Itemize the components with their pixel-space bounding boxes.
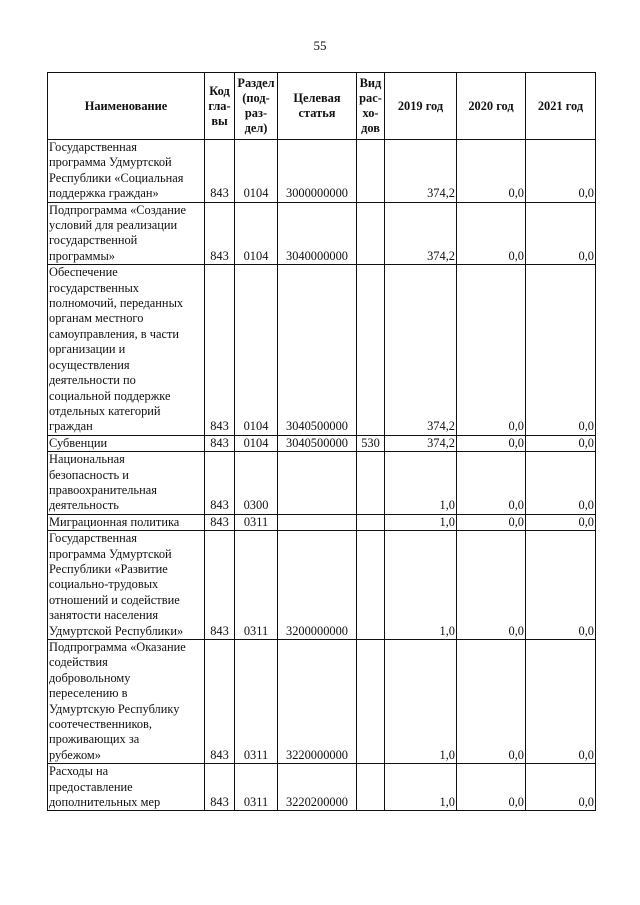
cell-name-line: рубежом» — [49, 747, 101, 762]
cell-2019: 374,2 — [385, 140, 457, 203]
cell-code: 843 — [205, 514, 235, 530]
cell-target: 3000000000 — [278, 140, 357, 203]
cell-2021: 0,0 — [526, 764, 596, 811]
cell-2021: 0,0 — [526, 452, 596, 515]
cell-type — [357, 140, 385, 203]
table-body — [48, 140, 596, 811]
cell-target: 3040000000 — [278, 202, 357, 265]
cell-type — [357, 452, 385, 515]
cell-2020: 0,0 — [457, 202, 526, 265]
cell-name-line: Субвенции — [49, 435, 108, 450]
cell-2019: 1,0 — [385, 764, 457, 811]
cell-section: 0300 — [235, 452, 278, 515]
budget-table — [47, 72, 596, 811]
cell-section: 0104 — [235, 202, 278, 265]
cell-type — [357, 202, 385, 265]
cell-2019: 1,0 — [385, 452, 457, 515]
cell-2019: 374,2 — [385, 435, 457, 451]
cell-name — [48, 531, 205, 640]
cell-name-line: организации и — [49, 342, 126, 357]
cell-2021: 0,0 — [526, 640, 596, 764]
cell-type — [357, 764, 385, 811]
cell-code: 843 — [205, 764, 235, 811]
table-row — [48, 531, 596, 640]
cell-name-line: деятельность — [49, 498, 119, 513]
cell-name — [48, 452, 205, 515]
cell-name-line: программа Удмуртской — [49, 155, 172, 170]
cell-2020: 0,0 — [457, 640, 526, 764]
cell-name-line: Государственная — [49, 140, 137, 154]
cell-section: 0104 — [235, 435, 278, 451]
cell-name-line: Национальная — [49, 452, 125, 467]
table-row — [48, 140, 596, 203]
cell-code: 843 — [205, 265, 235, 435]
cell-2020: 0,0 — [457, 531, 526, 640]
cell-name-line: правоохранительная — [49, 482, 157, 497]
cell-2021: 0,0 — [526, 514, 596, 530]
cell-name — [48, 764, 205, 811]
cell-type — [357, 265, 385, 435]
cell-name-line: Государственная — [49, 531, 137, 546]
cell-name — [48, 640, 205, 764]
cell-code: 843 — [205, 640, 235, 764]
cell-section: 0104 — [235, 140, 278, 203]
cell-2020: 0,0 — [457, 435, 526, 451]
cell-target — [278, 514, 357, 530]
cell-code: 843 — [205, 202, 235, 265]
cell-name-line: предоставление — [49, 779, 133, 794]
cell-name-line: Удмуртской Республики» — [49, 623, 184, 638]
cell-name-line: граждан — [49, 419, 93, 434]
cell-2021: 0,0 — [526, 435, 596, 451]
cell-name-line: занятости населения — [49, 608, 159, 623]
header-2019: 2019 год — [385, 73, 457, 140]
cell-target: 3040500000 — [278, 435, 357, 451]
cell-name-line: программа Удмуртской — [49, 546, 172, 561]
cell-2019: 1,0 — [385, 531, 457, 640]
cell-section: 0104 — [235, 265, 278, 435]
cell-name-line: поддержка граждан» — [49, 186, 159, 201]
cell-2021: 0,0 — [526, 140, 596, 203]
cell-name — [48, 265, 205, 435]
table-row — [48, 265, 596, 435]
cell-2019: 1,0 — [385, 640, 457, 764]
cell-2021: 0,0 — [526, 265, 596, 435]
page-number: 55 — [313, 38, 327, 53]
cell-target: 3220200000 — [278, 764, 357, 811]
cell-name-line: Республики «Социальная — [49, 170, 184, 185]
cell-2020: 0,0 — [457, 514, 526, 530]
cell-section: 0311 — [235, 514, 278, 530]
cell-name-line: деятельности по — [49, 373, 136, 388]
cell-name-line: осуществления — [49, 357, 130, 372]
cell-code: 843 — [205, 435, 235, 451]
header-2021: 2021 год — [526, 73, 596, 140]
header-code: Код гла-вы — [205, 73, 235, 140]
cell-code: 843 — [205, 140, 235, 203]
cell-2020: 0,0 — [457, 452, 526, 515]
cell-2021: 0,0 — [526, 531, 596, 640]
cell-name-line: самоуправления, в части — [49, 326, 179, 341]
cell-2020: 0,0 — [457, 140, 526, 203]
header-name: Наименование — [48, 73, 205, 140]
cell-type: 530 — [357, 435, 385, 451]
header-section: Раздел (под-раз-дел) — [235, 73, 278, 140]
cell-name-line: Миграционная политика — [49, 514, 180, 529]
cell-name-line: отдельных категорий — [49, 403, 161, 418]
cell-target: 3220000000 — [278, 640, 357, 764]
cell-name-line: соотечественников, — [49, 717, 152, 732]
header-target: Целевая статья — [278, 73, 357, 140]
cell-name-line: социальной поддержке — [49, 388, 171, 403]
cell-2019: 374,2 — [385, 265, 457, 435]
table-row — [48, 435, 596, 451]
header-row — [48, 73, 596, 140]
cell-name-line: программы» — [49, 248, 116, 263]
cell-name-line: отношений и содействие — [49, 592, 180, 607]
cell-type — [357, 531, 385, 640]
cell-name-line: переселению в — [49, 686, 128, 701]
cell-target — [278, 452, 357, 515]
cell-name-line: условий для реализации — [49, 218, 178, 233]
cell-name — [48, 514, 205, 530]
cell-section: 0311 — [235, 764, 278, 811]
cell-2019: 374,2 — [385, 202, 457, 265]
header-2020: 2020 год — [457, 73, 526, 140]
cell-name — [48, 202, 205, 265]
cell-section: 0311 — [235, 640, 278, 764]
cell-name-line: Подпрограмма «Создание — [49, 202, 186, 217]
cell-type — [357, 514, 385, 530]
cell-name-line: Республики «Развитие — [49, 561, 168, 576]
cell-2021: 0,0 — [526, 202, 596, 265]
cell-name-line: содействия — [49, 655, 108, 670]
cell-name-line: органам местного — [49, 311, 144, 326]
cell-name-line: дополнительных мер — [49, 795, 161, 810]
cell-2019: 1,0 — [385, 514, 457, 530]
cell-name-line: Подпрограмма «Оказание — [49, 640, 186, 654]
cell-target: 3040500000 — [278, 265, 357, 435]
cell-name-line: государственных — [49, 280, 140, 295]
table-row — [48, 640, 596, 764]
cell-name-line: Расходы на — [49, 764, 109, 779]
cell-name-line: добровольному — [49, 670, 131, 685]
cell-name-line: проживающих за — [49, 732, 140, 747]
cell-code: 843 — [205, 452, 235, 515]
cell-2020: 0,0 — [457, 265, 526, 435]
cell-name — [48, 140, 205, 203]
cell-2020: 0,0 — [457, 764, 526, 811]
table-row — [48, 202, 596, 265]
cell-target: 3200000000 — [278, 531, 357, 640]
cell-name-line: социально-трудовых — [49, 577, 159, 592]
cell-name-line: полномочий, переданных — [49, 296, 184, 311]
cell-code: 843 — [205, 531, 235, 640]
header-type: Вид рас-хо-дов — [357, 73, 385, 140]
cell-section: 0311 — [235, 531, 278, 640]
table-row — [48, 452, 596, 515]
cell-name-line: Удмуртскую Республику — [49, 701, 180, 716]
cell-name-line: безопасность и — [49, 467, 129, 482]
table-row — [48, 764, 596, 811]
cell-name-line: государственной — [49, 233, 138, 248]
cell-name-line: Обеспечение — [49, 265, 118, 280]
cell-name — [48, 435, 205, 451]
cell-type — [357, 640, 385, 764]
table-row — [48, 514, 596, 530]
